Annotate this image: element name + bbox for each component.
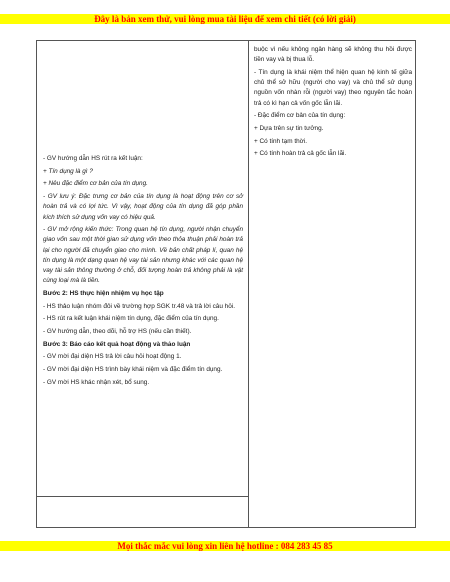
- lesson-table: [36, 40, 416, 528]
- left-paragraph: Bước 2: HS thực hiện nhiệm vụ học tập: [43, 289, 164, 297]
- left-paragraph: - GV mời đại diện HS trình bày khái niệm và đặc điểm tín dụng.: [43, 366, 223, 374]
- row-divider: [37, 496, 248, 497]
- right-paragraph: + Dựa trên sự tin tưởng.: [254, 124, 324, 132]
- right-paragraph: - Đặc điểm cơ bản của tín dụng:: [254, 112, 346, 120]
- right-column: [254, 45, 412, 162]
- right-paragraph: buộc vì nếu không ngân hàng sẽ không thu hồi được tiền vay và bị thua lỗ.: [254, 46, 412, 64]
- footer-banner-text: Mọi thắc mắc vui lòng xin liên hệ hotline : 084 283 45 85: [117, 541, 333, 551]
- column-divider: [248, 41, 249, 527]
- footer-banner: [0, 541, 450, 551]
- right-paragraph: + Có tính hoàn trả cả gốc lẫn lãi.: [254, 150, 347, 158]
- left-paragraph: - GV mời HS khác nhận xét, bổ sung.: [43, 378, 150, 386]
- right-paragraph: - Tín dụng là khái niệm thể hiện quan hệ kinh tế giữa chủ thể sở hữu (người cho vay) và chủ thể sử dụng nguồn vốn nhàn rỗi (người vay) theo nguyên tắc hoàn trả có kì hạn cả vốn gốc lẫn lãi.: [254, 68, 412, 107]
- right-paragraph: + Có tính tạm thời.: [254, 137, 308, 145]
- left-paragraph: - GV hướng dẫn, theo dõi, hỗ trợ HS (nếu cần thiết).: [43, 328, 192, 336]
- header-banner-text: Đây là bản xem thử, vui lòng mua tài liệu để xem chi tiết (có lời giải): [94, 14, 356, 24]
- left-paragraph: - HS rút ra kết luận khái niệm tín dụng, đặc điểm của tín dụng.: [43, 315, 219, 323]
- left-column: [43, 154, 243, 391]
- left-paragraph: Bước 3: Báo cáo kết quả hoạt động và thảo luận: [43, 340, 191, 348]
- left-paragraph: - GV mở rộng kiến thức: Trong quan hệ tín dụng, người nhận chuyển giao vốn sau một thời gian sử dụng vốn theo thỏa thuận phải hoàn trả lại cho người đã chuyển giao cho mình. Về bản chất pháp lí, quan hệ tín dụng là một dạng quan hệ vay tài sản nhưng khác với các quan hệ vay tài sản thông thường ở chỗ, đối tượng hoàn trả không phải là vật cùng loại mà là tiền.: [43, 226, 243, 285]
- left-paragraph: - HS thảo luận nhóm đôi về trường hợp SGK tr.48 và trả lời câu hỏi.: [43, 302, 235, 310]
- header-banner: [0, 14, 450, 24]
- left-paragraph: - GV hướng dẫn HS rút ra kết luận:: [43, 155, 143, 162]
- left-paragraph: - GV mời đại diện HS trả lời câu hỏi hoạt động 1.: [43, 353, 182, 361]
- left-paragraph: - GV lưu ý: Đặc trưng cơ bản của tín dụng là hoạt động trên cơ sở hoàn trả và có lợi tức. Vì vậy, hoạt động của tín dụng đã góp phần kích thích sử dụng vốn vay có hiệu quả.: [43, 193, 243, 221]
- left-paragraph: + Tín dụng là gì ?: [43, 167, 93, 175]
- left-paragraph: + Nêu đặc điểm cơ bản của tín dụng.: [43, 180, 148, 188]
